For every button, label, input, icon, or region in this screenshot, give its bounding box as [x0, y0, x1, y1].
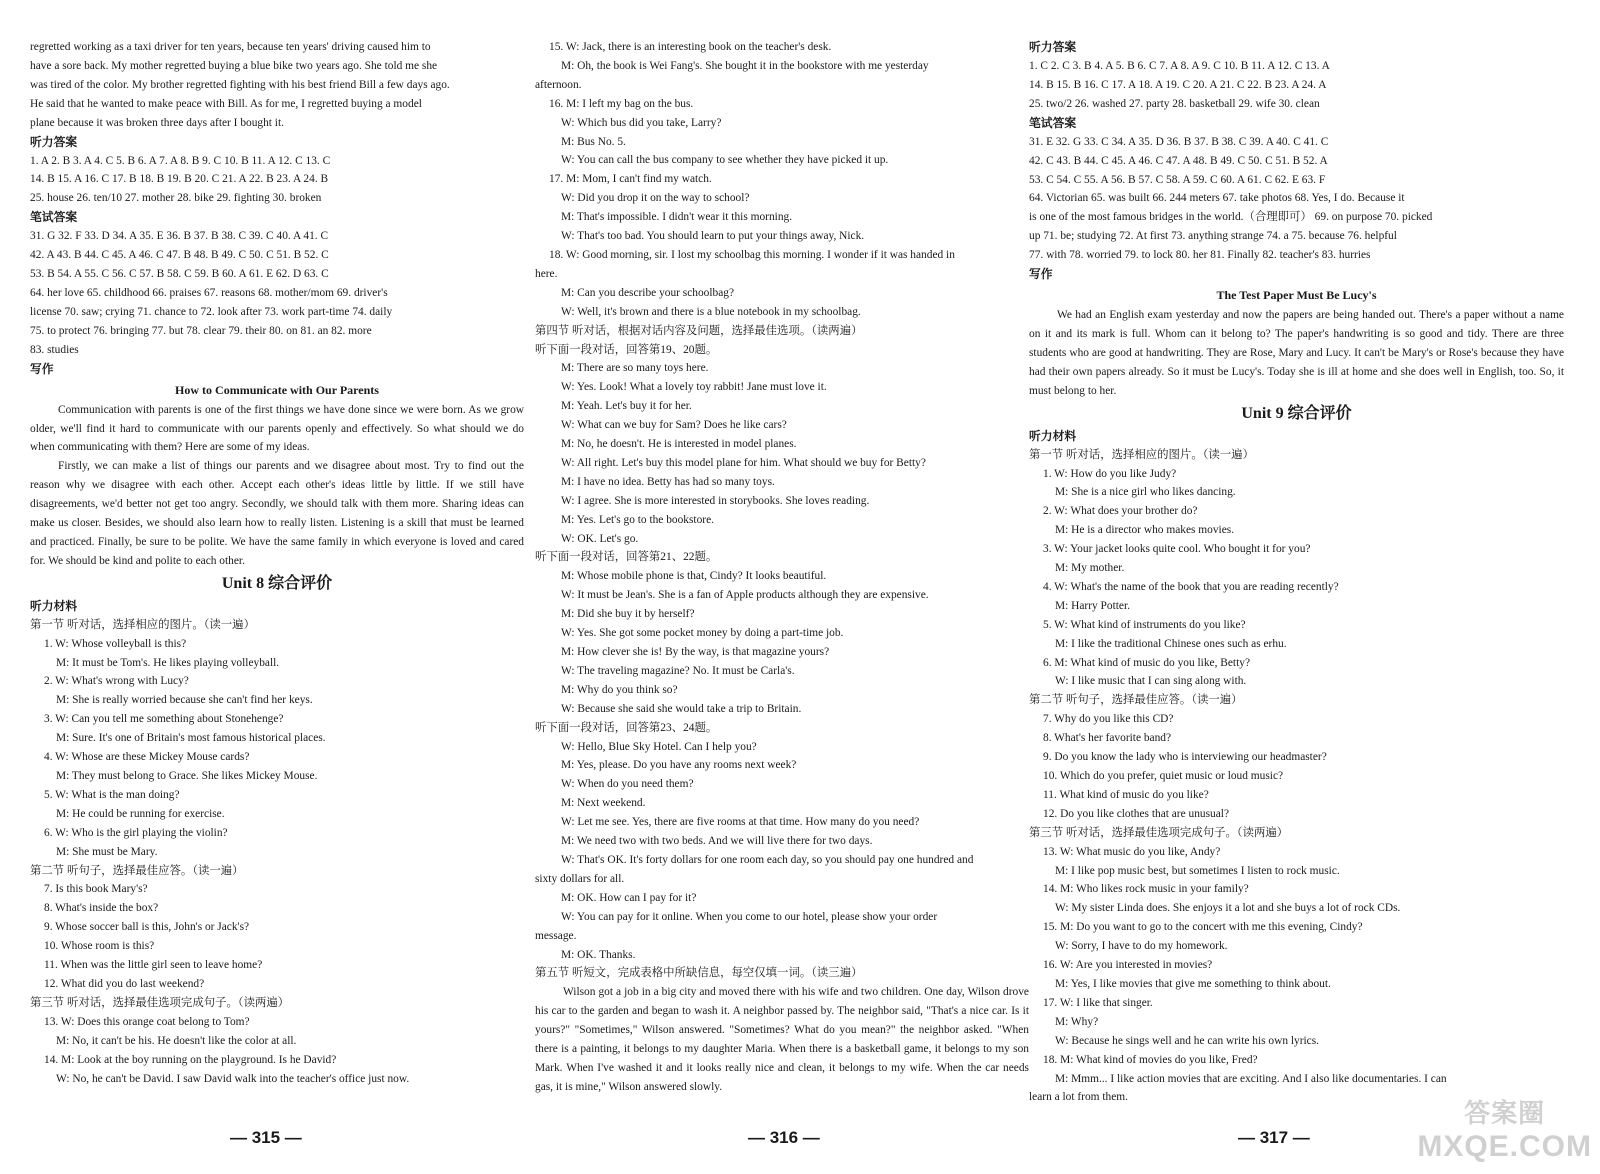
dialog-line: 5. W: What kind of instruments do you like? — [1043, 618, 1246, 631]
dialog-line: 13. W: What music do you like, Andy? — [1043, 845, 1221, 858]
dialog-line: M: It must be Tom's. He likes playing volleyball. — [56, 656, 280, 669]
dialog-line: 6. W: Who is the girl playing the violin? — [44, 826, 228, 839]
section-heading: 第三节 听对话，选择最佳选项完成句子。（读两遍） — [1029, 826, 1289, 839]
dialog-line: 第五节 听短文，完成表格中所缺信息，每空仅填一词。（读三遍） — [535, 967, 863, 980]
section-heading: 第三节 听对话，选择最佳选项完成句子。（读两遍） — [30, 996, 290, 1009]
dialog-line: 13. W: Does this orange coat belong to Tom? — [44, 1015, 250, 1028]
dialog-line: 4. W: What's the name of the book that you are reading recently? — [1043, 580, 1339, 593]
answer-line: 64. her love 65. childhood 66. praises 67. reasons 68. mother/mom 69. driver's — [30, 286, 388, 299]
dialog-line: W: My sister Linda does. She enjoys it a lot and she buys a lot of rock CDs. — [1055, 902, 1401, 915]
dialog-line: W: What can we buy for Sam? Does he like cars? — [561, 419, 787, 432]
answer-line: 83. studies — [30, 343, 79, 356]
answer-line: 42. C 43. B 44. C 45. A 46. C 47. A 48. B 49. C 50. C 51. B 52. A — [1029, 154, 1328, 167]
dialog-line: M: How clever she is! By the way, is that magazine yours? — [561, 646, 830, 658]
answer-line: 31. G 32. F 33. D 34. A 35. E 36. B 37. B 38. C 39. C 40. A 41. C — [30, 230, 329, 243]
dialog-list — [1029, 465, 1564, 692]
section-heading: 第二节 听句子，选择最佳应答。（读一遍） — [1029, 694, 1243, 707]
dialog-line: W: Well, it's brown and there is a blue notebook in my schoolbag. — [561, 305, 861, 318]
answer-line: 14. B 15. B 16. C 17. A 18. A 19. C 20. A 21. C 22. B 23. A 24. A — [1029, 78, 1327, 91]
dialog-line: M: There are so many toys here. — [561, 362, 709, 375]
dialog-line: W: That's too bad. You should learn to put your things away, Nick. — [561, 230, 865, 243]
dialog-line: M: I like the traditional Chinese ones such as erhu. — [1055, 637, 1287, 650]
answer-line: 25. two/2 26. washed 27. party 28. basketball 29. wife 30. clean — [1029, 97, 1320, 110]
dialog-line: 1. W: How do you like Judy? — [1043, 467, 1177, 480]
dialog-line: M: Yes, please. Do you have any rooms next week? — [561, 759, 797, 772]
dialog-line: W: Did you drop it on the way to school? — [561, 192, 750, 205]
listening-answers-list — [30, 152, 524, 209]
dialog-line: M: Can you describe your schoolbag? — [561, 286, 735, 299]
dialog-line: 16. M: I left my bag on the bus. — [549, 97, 694, 110]
dialog-line: 17. M: Mom, I can't find my watch. — [549, 173, 712, 186]
written-answers-list — [30, 227, 524, 359]
dialog-line: W: Sorry, I have to do my homework. — [1055, 940, 1228, 953]
dialog-line: W: When do you need them? — [561, 778, 694, 791]
page-315-column — [30, 38, 524, 1118]
dialog-line: sixty dollars for all. — [535, 872, 625, 885]
dialog-line: 15. W: Jack, there is an interesting book on the teacher's desk. — [549, 41, 832, 53]
dialog-line: 2. W: What does your brother do? — [1043, 505, 1198, 518]
dialog-line: M: Mmm... I like action movies that are exciting. And I also like documentaries. I can — [1055, 1072, 1447, 1085]
question-list — [30, 880, 524, 993]
question-line: 7. Is this book Mary's? — [44, 883, 148, 896]
answer-line: 75. to protect 76. bringing 77. but 78. clear 79. their 80. on 81. an 82. more — [30, 324, 372, 337]
dialog-line: W: OK. Let's go. — [561, 532, 639, 545]
answer-line: 64. Victorian 65. was built 66. 244 meters 67. take photos 68. Yes, I do. Because it — [1029, 192, 1405, 205]
dialog-line: M: Harry Potter. — [1055, 599, 1130, 612]
dialog-line: M: Yes. Let's go to the bookstore. — [561, 513, 714, 526]
dialog-line: 听下面一段对话，回答第19、20题。 — [535, 343, 718, 356]
dialog-line: W: Yes. Look! What a lovely toy rabbit! Jane must love it. — [561, 381, 827, 394]
answer-line: 31. E 32. G 33. C 34. A 35. D 36. B 37. B 38. C 39. A 40. C 41. C — [1029, 135, 1329, 148]
dialog-line: M: I have no idea. Betty has had so many toys. — [561, 475, 775, 488]
dialog-list — [1029, 843, 1564, 1108]
question-list — [1029, 710, 1564, 823]
dialog-line: M: She must be Mary. — [56, 845, 158, 858]
listening-answers-heading: 听力答案 — [30, 134, 78, 149]
dialog-line: M: Bus No. 5. — [561, 135, 626, 148]
essay-paragraph: Firstly, we can make a list of things our parents and we disagree about most. Try to find out the reason why we disagree with each other. Accept each other's ideas little by little. If we still have disagreements, we'd better not get too angry. Secondly, we should talk with them more. Sharing ideas can make us closer. Besides, we should also learn how to really listen. Listening is a skill that must be learned and practiced. Finally, be sure to be polite. We have the same family in which everyone is loved and cared for. We should be kind and polite to each other. — [30, 460, 524, 567]
writing-heading: 写作 — [1029, 267, 1053, 282]
page-316-column — [535, 38, 1029, 1118]
dialog-line: M: No, it can't be his. He doesn't like the color at all. — [56, 1034, 297, 1047]
dialog-line: 2. W: What's wrong with Lucy? — [44, 675, 189, 688]
dialog-line: M: Oh, the book is Wei Fang's. She bought it in the bookstore with me yesterday — [561, 59, 929, 72]
answer-line: 77. with 78. worried 79. to lock 80. her 81. Finally 82. teacher's 83. hurries — [1029, 249, 1371, 262]
answer-line: 53. C 54. C 55. A 56. B 57. C 58. A 59. C 60. A 61. C 62. E 63. F — [1029, 173, 1326, 186]
dialog-line: 3. W: Can you tell me something about Stonehenge? — [44, 713, 284, 726]
dialog-line: 6. M: What kind of music do you like, Betty? — [1043, 656, 1251, 669]
essay-paragraph: We had an English exam yesterday and now the papers are being handed out. There's a paper without a name on it and its mark is full. Whom can it belong to? The paper's handwriting is so good and tidy. There are three students who are good at handwriting. They are Rose, Mary and Lucy. It can't be Mary's or Rose's because they have had their own papers already. So it must be Lucy's. Today she is ill at home and she does well in English, too. So, it must belong to her. — [1029, 309, 1564, 397]
dialog-list — [30, 1013, 524, 1089]
dialog-line: learn a lot from them. — [1029, 1091, 1129, 1104]
dialog-line: 16. W: Are you interested in movies? — [1043, 959, 1213, 972]
dialog-line: M: That's impossible. I didn't wear it this morning. — [561, 211, 793, 224]
dialog-line: W: I agree. She is more interested in storybooks. She loves reading. — [561, 494, 870, 507]
question-line: 12. What did you do last weekend? — [44, 977, 205, 990]
page-number: — 317 — — [1238, 1128, 1310, 1147]
dialog-line: W: The traveling magazine? No. It must be Carla's. — [561, 664, 795, 677]
question-line: 10. Which do you prefer, quiet music or loud music? — [1043, 770, 1284, 782]
text-line: plane because it was broken three days after I bought it. — [30, 116, 284, 129]
dialog-line: W: That's OK. It's forty dollars for one room each day, so you should pay one hundred and — [561, 853, 974, 866]
answer-line: 42. A 43. B 44. C 45. A 46. C 47. B 48. B 49. C 50. C 51. B 52. C — [30, 249, 329, 262]
text-line: regretted working as a taxi driver for ten years, because ten years' driving caused him to — [30, 41, 431, 53]
dialog-line: M: Yes, I like movies that give me something to think about. — [1055, 977, 1331, 990]
watermark-top-text: 答案圈 — [1464, 1098, 1546, 1128]
answer-line: 1. A 2. B 3. A 4. C 5. B 6. A 7. A 8. B 9. C 10. B 11. A 12. C 13. C — [30, 154, 331, 167]
watermark-domain-text: MXQE.COM — [1417, 1130, 1592, 1163]
dialog-line: M: OK. How can I pay for it? — [561, 891, 697, 904]
dialog-line: W: No, he can't be David. I saw David walk into the teacher's office just now. — [56, 1072, 410, 1085]
dialog-line: W: Let me see. Yes, there are five rooms at that time. How many do you need? — [561, 816, 920, 829]
question-line: 8. What's her favorite band? — [1043, 732, 1172, 745]
dialog-line: M: I like pop music best, but sometimes I listen to rock music. — [1055, 864, 1340, 877]
section-heading: 第一节 听对话，选择相应的图片。（读一遍） — [30, 618, 255, 631]
dialog-line: M: Next weekend. — [561, 797, 646, 810]
page-317-column — [1029, 38, 1564, 1118]
listening-answers-list — [1029, 57, 1564, 114]
dialog-line: W: You can call the bus company to see whether they have picked it up. — [561, 154, 889, 167]
dialog-line: M: Whose mobile phone is that, Cindy? It looks beautiful. — [561, 570, 827, 583]
listening-story: Wilson got a job in a big city and moved there with his wife and two children. One day, Wilson drove his car to the garden and began to wash it. A neighbor passed by. The neighbor said, "That's a nice car. Is it yours?" "Sometimes," Wilson answered. "Sometimes? What do you mean?" the neighbor asked. "When there is a painting, it belongs to my daughter Maria. When there is a basketball game, it belongs to my son Mark. When I've washed it and it looks really nice and clean, it belongs to my wife. When the car needs gas, it is mine," Wilson answered slowly. — [535, 986, 1029, 1093]
dialog-line: 听下面一段对话，回答第23、24题。 — [535, 721, 718, 734]
dialog-line: afternoon. — [535, 78, 582, 91]
written-answers-heading: 笔试答案 — [1029, 115, 1077, 130]
dialog-line: 14. M: Look at the boy running on the playground. Is he David? — [44, 1053, 337, 1066]
dialog-line: M: He is a director who makes movies. — [1055, 524, 1235, 537]
writing-heading: 写作 — [30, 361, 54, 376]
text-line: have a sore back. My mother regretted buying a blue bike two years ago. She told me she — [30, 59, 438, 72]
dialog-line: 15. M: Do you want to go to the concert with me this evening, Cindy? — [1043, 921, 1363, 934]
essay-paragraph: Communication with parents is one of the first things we have done since we were born. As we grow older, we'll find it hard to communicate with our parents openly and effectively. So what should we do when communicating with them? Here are some of my ideas. — [30, 403, 524, 454]
dialog-line: W: I like music that I can sing along with. — [1055, 675, 1247, 688]
listening-answers-heading: 听力答案 — [1029, 40, 1077, 54]
dialog-line: 4. W: Whose are these Mickey Mouse cards? — [44, 751, 250, 764]
dialog-line: M: No, he doesn't. He is interested in model planes. — [561, 438, 797, 451]
question-line: 8. What's inside the box? — [44, 902, 159, 915]
dialog-line: W: Hello, Blue Sky Hotel. Can I help you? — [561, 740, 757, 753]
answer-line: 53. B 54. A 55. C 56. C 57. B 58. C 59. B 60. A 61. E 62. D 63. C — [30, 268, 329, 281]
dialog-line: 17. W: I like that singer. — [1043, 996, 1153, 1009]
dialog-line: message. — [535, 929, 577, 942]
dialog-list — [535, 38, 1029, 983]
dialog-line: 1. W: Whose volleyball is this? — [44, 637, 187, 650]
question-line: 10. Whose room is this? — [44, 940, 155, 953]
answer-line: 1. C 2. C 3. B 4. A 5. B 6. C 7. A 8. A 9. C 10. B 11. A 12. C 13. A — [1029, 60, 1330, 72]
question-line: 11. When was the little girl seen to leave home? — [44, 959, 263, 972]
question-line: 12. Do you like clothes that are unusual? — [1043, 807, 1229, 820]
dialog-line: 18. W: Good morning, sir. I lost my schoolbag this morning. I wonder if it was handed in — [549, 248, 955, 261]
answer-line: license 70. saw; crying 71. chance to 72. look after 73. work part-time 74. daily — [30, 305, 393, 318]
unit-8-title: Unit 8 综合评价 — [221, 574, 333, 592]
dialog-line: W: It must be Jean's. She is a fan of Apple products although they are expensive. — [561, 589, 929, 602]
dialog-line: M: He could be running for exercise. — [56, 807, 225, 820]
dialog-line: W: Because he sings well and he can write his own lyrics. — [1055, 1034, 1320, 1047]
written-answers-list — [1029, 133, 1564, 265]
answer-line: up 71. be; studying 72. At first 73. anything strange 74. a 75. because 76. helpful — [1029, 230, 1397, 243]
answer-line: 25. house 26. ten/10 27. mother 28. bike 29. fighting 30. broken — [30, 192, 322, 205]
question-line: 9. Whose soccer ball is this, John's or Jack's? — [44, 921, 250, 934]
text-line: He said that he wanted to make peace with Bill. As for me, I regretted buying a model — [30, 97, 422, 110]
written-answers-heading: 笔试答案 — [30, 210, 78, 225]
section-heading: 第一节 听对话，选择相应的图片。（读一遍） — [1029, 448, 1254, 461]
question-line: 7. Why do you like this CD? — [1043, 713, 1174, 726]
section-heading: 第二节 听句子，选择最佳应答。（读一遍） — [30, 864, 244, 877]
listening-material-heading: 听力材料 — [1029, 428, 1077, 443]
page-number: — 315 — — [230, 1128, 302, 1147]
dialog-line: 18. M: What kind of movies do you like, Fred? — [1043, 1053, 1258, 1066]
dialog-line: 14. M: Who likes rock music in your family? — [1043, 883, 1249, 896]
answer-line: is one of the most famous bridges in the world.（合理即可） 69. on purpose 70. picked — [1029, 211, 1433, 224]
dialog-line: M: Sure. It's one of Britain's most famous historical places. — [56, 732, 326, 745]
dialog-line: 3. W: Your jacket looks quite cool. Who bought it for you? — [1043, 543, 1311, 556]
dialog-line: here. — [535, 267, 558, 280]
listening-material-heading: 听力材料 — [30, 598, 78, 613]
dialog-line: M: They must belong to Grace. She likes Mickey Mouse. — [56, 770, 318, 782]
dialog-line: M: Why? — [1055, 1015, 1099, 1028]
answer-line: 14. B 15. A 16. C 17. B 18. B 19. B 20. C 21. A 22. B 23. A 24. B — [30, 173, 329, 186]
dialog-line: M: She is really worried because she can't find her keys. — [56, 694, 313, 707]
dialog-line: 第四节 听对话，根据对话内容及问题，选择最佳选项。（读两遍） — [535, 324, 863, 337]
dialog-line: M: Did she buy it by herself? — [561, 608, 695, 621]
question-line: 9. Do you know the lady who is interviewing our headmaster? — [1043, 751, 1327, 764]
dialog-line: M: Yeah. Let's buy it for her. — [561, 400, 692, 413]
dialog-line: M: OK. Thanks. — [561, 948, 636, 961]
dialog-line: W: All right. Let's buy this model plane for him. What should we buy for Betty? — [561, 456, 926, 469]
dialog-line: W: Because she said she would take a trip to Britain. — [561, 702, 802, 715]
dialog-line: 5. W: What is the man doing? — [44, 788, 180, 801]
dialog-line: M: We need two with two beds. And we will live there for two days. — [561, 835, 873, 848]
dialog-line: M: She is a nice girl who likes dancing. — [1055, 486, 1236, 499]
dialog-line: W: Yes. She got some pocket money by doing a part-time job. — [561, 627, 844, 640]
essay-title: How to Communicate with Our Parents — [175, 382, 379, 397]
essay-continuation — [30, 38, 524, 133]
dialog-list — [30, 635, 524, 862]
dialog-line: M: Why do you think so? — [561, 683, 678, 696]
text-line: was tired of the color. My brother regretted fighting with his best friend Bill a few days ago. — [30, 78, 450, 91]
site-watermark — [1417, 1093, 1592, 1164]
dialog-line: M: My mother. — [1055, 562, 1125, 575]
dialog-line: W: Which bus did you take, Larry? — [561, 116, 722, 129]
question-line: 11. What kind of music do you like? — [1043, 788, 1209, 801]
dialog-line: 听下面一段对话，回答第21、22题。 — [535, 551, 718, 564]
page-number: — 316 — — [748, 1128, 820, 1147]
unit-9-title: Unit 9 综合评价 — [1241, 404, 1352, 422]
essay-title: The Test Paper Must Be Lucy's — [1216, 288, 1377, 303]
dialog-line: W: You can pay for it online. When you come to our hotel, please show your order — [561, 910, 938, 923]
